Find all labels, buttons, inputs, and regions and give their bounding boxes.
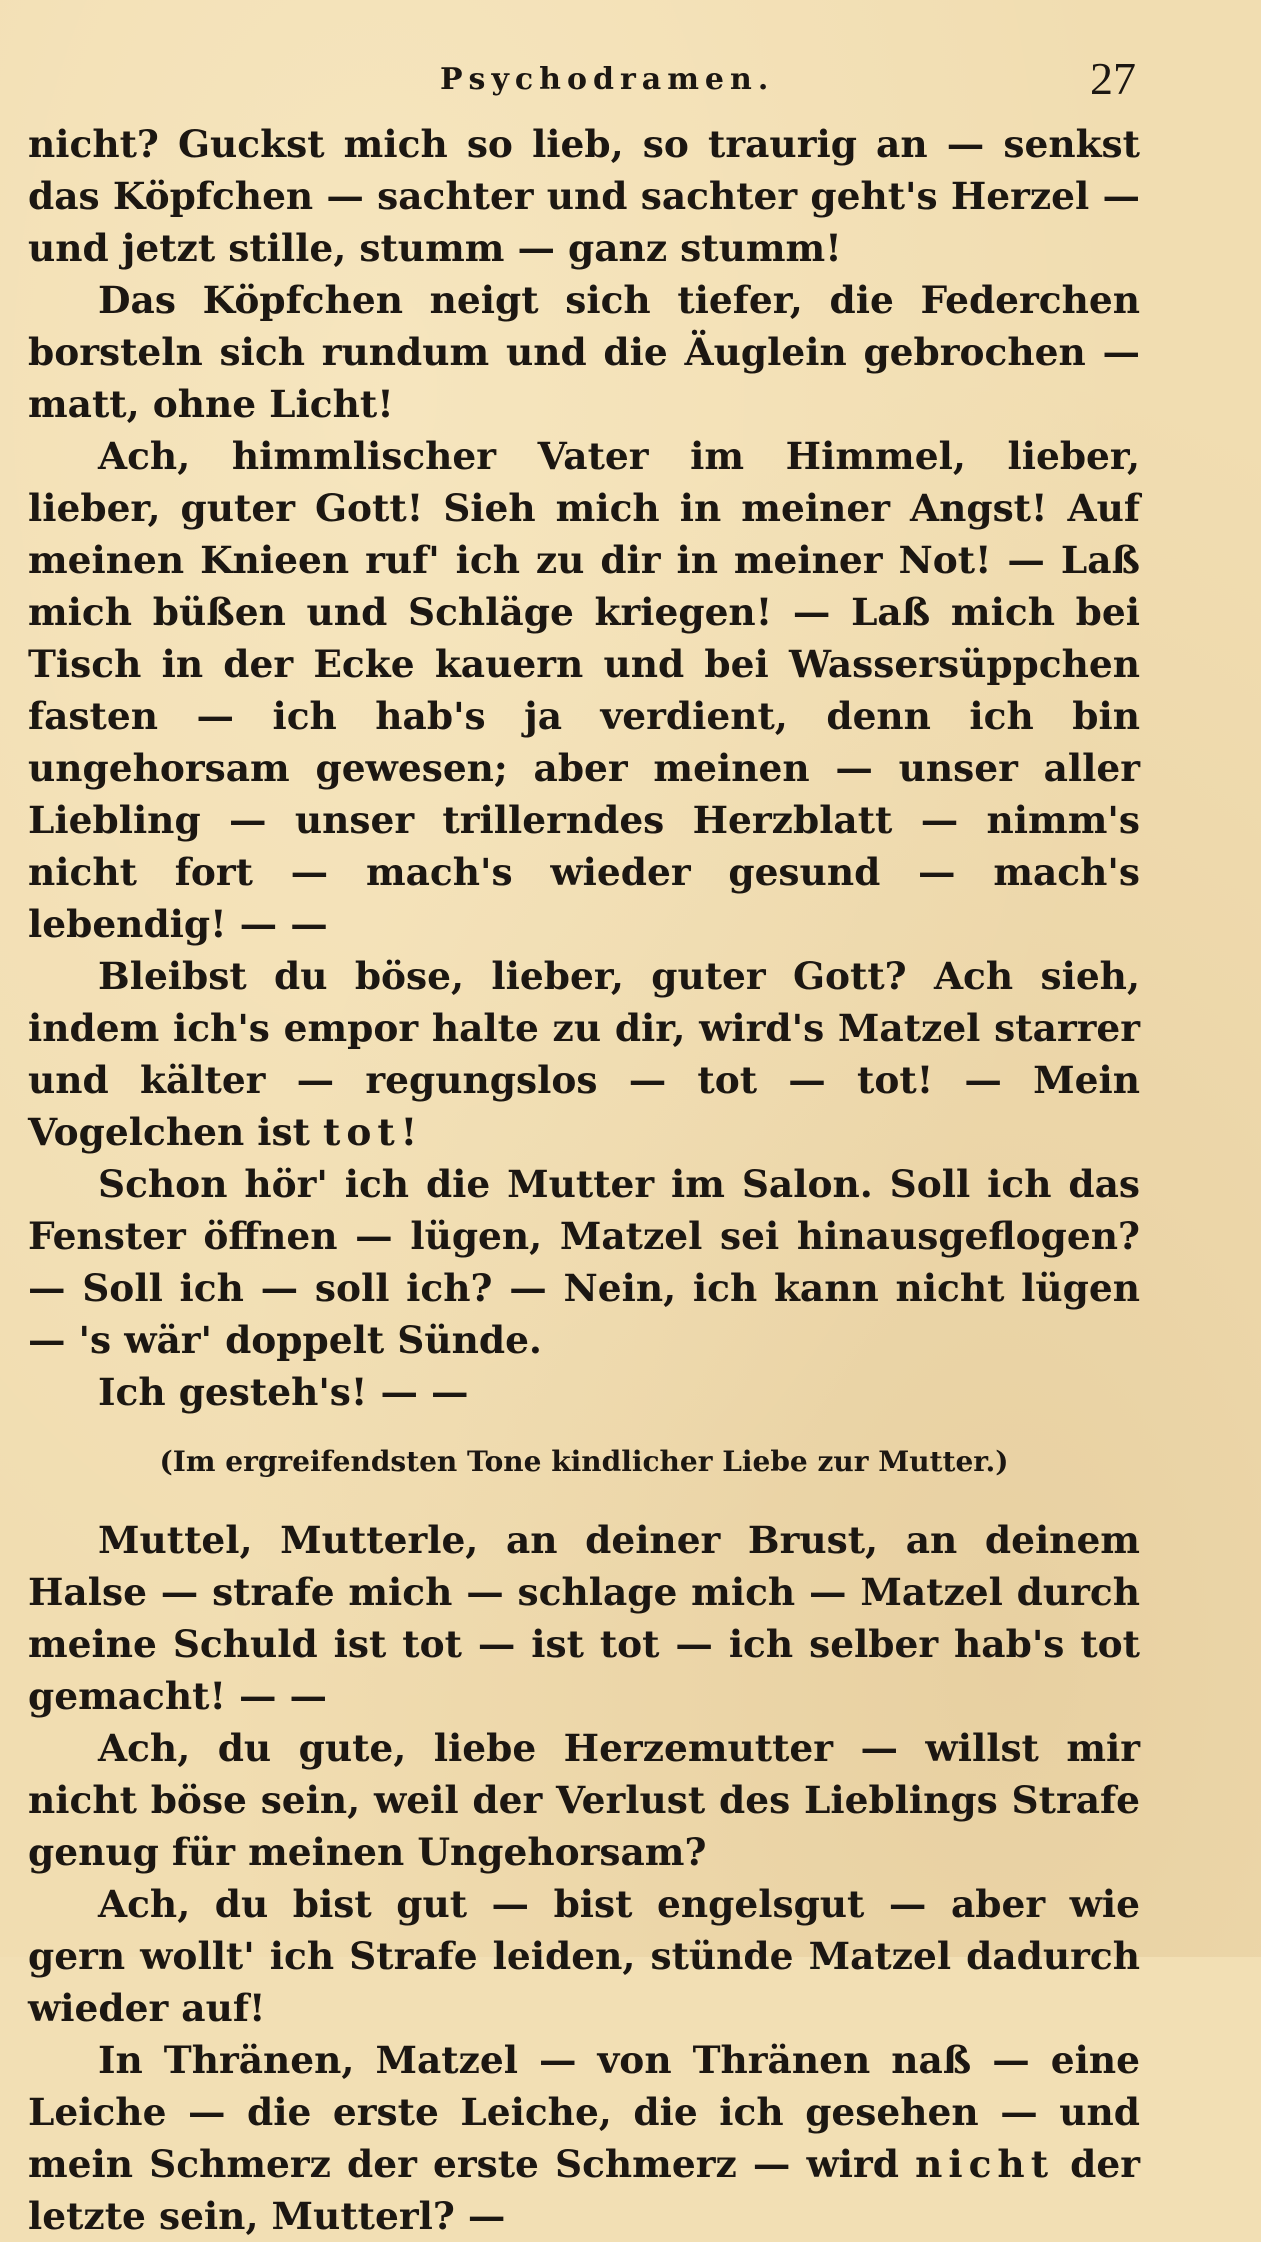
paragraph-7: Muttel, Mutterle, an deiner Brust, an deinem Halse — strafe mich — schlage mich — Matzel durch meine Schuld ist tot — ist tot — ich selber hab's tot gemacht! — —	[28, 1518, 1140, 1718]
running-header	[0, 52, 1261, 102]
paragraph-10-emphasis: nicht	[915, 2142, 1055, 2186]
paragraph-4-text: Bleibst du böse, lieber, guter Gott? Ach sieh, indem ich's empor halte zu dir, wird's Matzel starrer und kälter — regungslos — tot — tot! — Mein Vogelchen ist	[28, 954, 1140, 1154]
paragraph-10-text-a: In Thränen, Matzel — von Thränen naß — eine Leiche — die erste Leiche, die ich gesehen — und mein Schmerz der erste Schmerz — wird	[28, 2038, 1140, 2186]
stage-direction: (Im ergreifendsten Tone kindlicher Liebe zur Mutter.)	[159, 1445, 1009, 1478]
paragraph-4	[28, 950, 1140, 1158]
paragraph-4-emphasis: tot!	[323, 1110, 424, 1154]
page-number: 27	[1090, 53, 1136, 104]
paragraph-6: Ich gesteh's! — —	[98, 1370, 469, 1414]
paragraph-10	[28, 2034, 1140, 2242]
paragraph-9: Ach, du bist gut — bist engelsgut — aber wie gern wollt' ich Strafe leiden, stünde Matzel dadurch wieder auf!	[28, 1882, 1140, 2030]
paragraph-1: nicht? Guckst mich so lieb, so traurig an — senkst das Köpfchen — sachter und sachter geht's Herzel — und jetzt stille, stumm — ganz stumm!	[28, 122, 1140, 270]
running-title: Psychodramen.	[440, 62, 775, 97]
paragraph-2: Das Köpfchen neigt sich tiefer, die Federchen borsteln sich rundum und die Äuglein gebrochen — matt, ohne Licht!	[28, 278, 1140, 426]
body-text	[28, 118, 1140, 2242]
paragraph-5: Schon hör' ich die Mutter im Salon. Soll ich das Fenster öffnen — lügen, Matzel sei hinausgeflogen? — Soll ich — soll ich? — Nein, ich kann nicht lügen — 's wär' doppelt Sünde.	[28, 1162, 1140, 1362]
paragraph-3: Ach, himmlischer Vater im Himmel, lieber, lieber, guter Gott! Sieh mich in meiner Angst! Auf meinen Knieen ruf' ich zu dir in meiner Not! — Laß mich büßen und Schläge kriegen! — Laß mich bei Tisch in der Ecke kauern und bei Wassersüppchen fasten — ich hab's ja verdient, denn ich bin ungehorsam gewesen; aber meinen — unser aller Liebling — unser trillerndes Herzblatt — nimm's nicht fort — mach's wieder gesund — mach's lebendig! — —	[28, 434, 1140, 946]
paragraph-8: Ach, du gute, liebe Herzemutter — willst mir nicht böse sein, weil der Verlust des Lieblings Strafe genug für meinen Ungehorsam?	[28, 1726, 1140, 1874]
paragraph-10-text-b: der letzte sein, Mutterl? —	[28, 2142, 1140, 2238]
